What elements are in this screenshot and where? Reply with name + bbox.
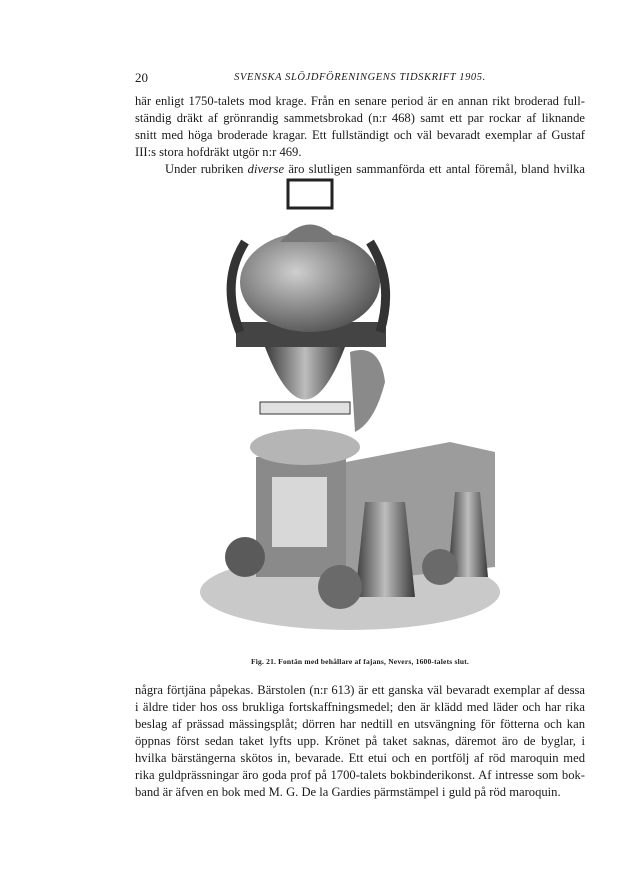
spout-ornament	[350, 350, 385, 432]
lion-foot	[422, 549, 458, 585]
emphasis-diverse: diverse	[247, 162, 285, 176]
page-number: 20	[135, 70, 148, 85]
text-line: beslag af prässad mässingsplåt; dörren har nedtill en utsvängning för fötterna och kan	[135, 717, 585, 731]
bottom-paragraph	[135, 682, 585, 801]
painted-panel	[272, 477, 327, 547]
text-line: rika guldprässningar äro goda prof på 1700-talets bokbinderikonst. Af intresse som bok-	[135, 768, 585, 782]
text-line: här enligt 1750-talets mod krage. Från en senare period är en annan rikt broderad full-	[135, 94, 585, 108]
vase-foot	[265, 347, 345, 400]
text-line: några förtjäna påpekas. Bärstolen (n:r 613) är ett ganska väl bevaradt exemplar af dessa	[135, 683, 585, 697]
lattice-band	[260, 402, 350, 414]
text-span: Under rubriken	[165, 162, 244, 176]
text-line: III:s stora hofdräkt utgör n:r 469.	[135, 145, 302, 159]
text-line: ständig dräkt af grönrandig sammetsbrokad (n:r 468) samt ett par rockar af liknande	[135, 111, 585, 125]
lion-foot	[318, 565, 362, 609]
page-header	[135, 70, 585, 86]
text-line: öppnas först sedan taket lyfts upp. Krönet på taket saknas, däremot äro de byglar, i	[135, 734, 585, 748]
top-paragraph	[135, 93, 585, 178]
text-line: i äldre tider hos oss brukliga fortskaffningsmedel; den är klädd med läder och har rika	[135, 700, 585, 714]
vase-neck	[280, 225, 340, 243]
running-title: SVENSKA SLÖJDFÖRENINGENS TIDSKRIFT 1905.	[234, 72, 486, 83]
text-line: snitt med höga broderade kragar. Ett fullständigt och väl bevaradt exemplar af Gustaf	[135, 128, 585, 142]
figure-fountain-photo	[200, 172, 510, 650]
text-line: hvilka bärstängerna skötos in, bevarade. Ett etui och en portfölj af röd maroquin med	[135, 751, 585, 765]
crown	[288, 180, 332, 208]
pedestal	[250, 429, 360, 465]
vase-body	[240, 232, 380, 332]
text-span: äro slutligen sammanförda ett antal föremål, bland hvilka	[288, 162, 585, 176]
text-line: band är äfven en bok med M. G. De la Gardies pärmstämpel i guld på röd maroquin.	[135, 785, 561, 799]
lion-foot	[225, 537, 265, 577]
figure-caption: Fig. 21. Fontän med behållare af fajans, Nevers, 1600-talets slut.	[250, 657, 470, 666]
